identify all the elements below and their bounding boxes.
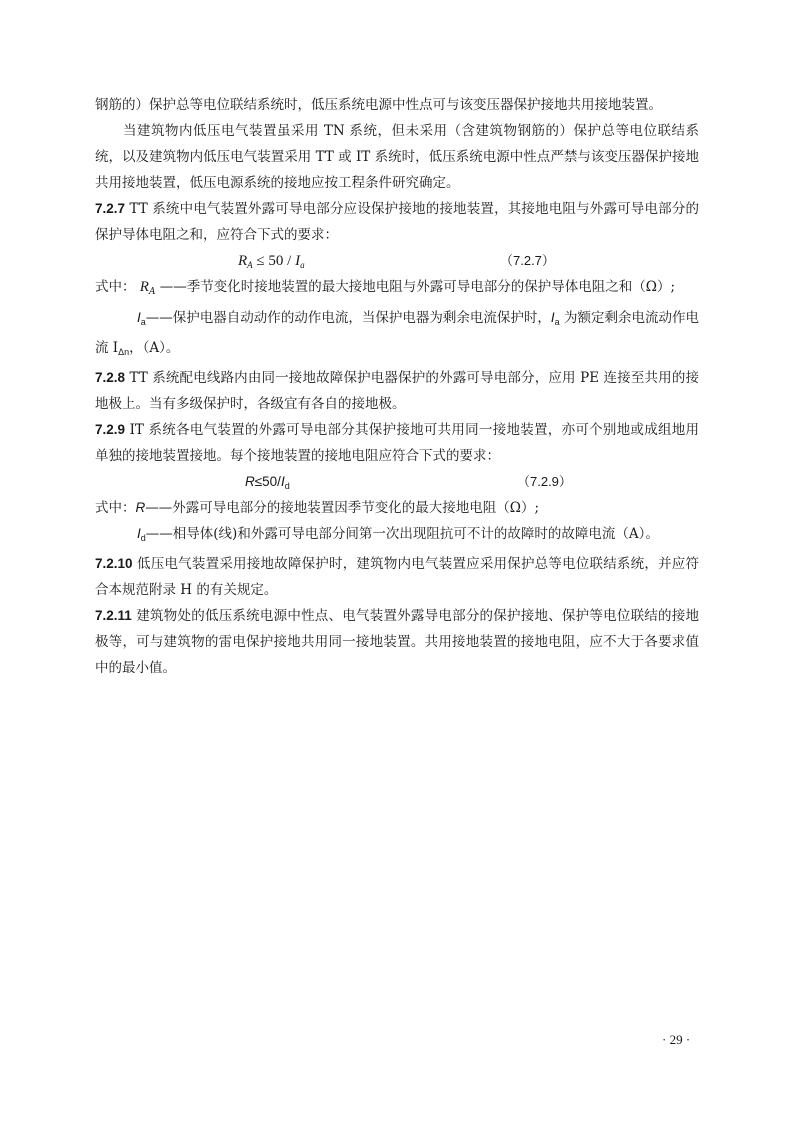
- clause-text: 建筑物处的低压系统电源中性点、电气装置外露导电部分的保护接地、保护等电位联结的接地极等，可与建筑物的雷电保护接地共用同一接地装置。共用接地装置的接地电阻，应不大于各要求值中的最小值。: [95, 608, 699, 676]
- equation-7-2-7: [95, 248, 699, 274]
- page-content: [95, 92, 699, 681]
- equation-number: （7.2.7）: [500, 253, 555, 268]
- equation-7-2-9: [95, 469, 699, 495]
- paragraph-continuation: 钢筋的）保护总等电位联结系统时，低压系统电源中性点可与该变压器保护接地共用接地装置。: [95, 97, 662, 113]
- definition-ra: 式中： $R_A$ ——季节变化时接地装置的最大接地电阻与外露可导电部分的保护导体电阻之和（Ω）;: [95, 279, 676, 297]
- clause-text: IT 系统各电气装置的外露可导电部分其保护接地可共用同一接地装置，亦可个别地或成组地用单独的接地装置接地。每个接地装置的接地电阻应符合下式的要求：: [95, 422, 699, 464]
- clause-number: 7.2.11: [95, 608, 132, 623]
- clause-7-2-9: [95, 417, 699, 469]
- clause-text: TT 系统配电线路内由同一接地故障保护电器保护的外露可导电部分，应用 PE 连接至共用的接地极上。当有多级保护时，各级宜有各自的接地极。: [95, 370, 699, 412]
- equation-number: （7.2.9）: [517, 474, 572, 489]
- definition-r: 式中：R——外露可导电部分的接地装置因季节变化的最大接地电阻（Ω）;: [95, 500, 539, 516]
- page-number: · 29 ·: [662, 1032, 691, 1047]
- equation-expression: $R_A \le 50 / I_a$: [238, 253, 305, 270]
- paragraph-tn-system: 当建筑物内低压电气装置虽采用 TN 系统，但未采用（含建筑物钢筋的）保护总等电位联结系统，以及建筑物内低压电气装置采用 TT 或 IT 系统时，低压系统电源中性点严禁与该变压器保护接地共用接地装置，低压电源系统的接地应按工程条件研究确定。: [95, 123, 699, 191]
- clause-7-2-10: [95, 551, 699, 603]
- clause-number: 7.2.8: [95, 370, 126, 385]
- clause-number: 7.2.7: [95, 201, 126, 216]
- clause-text: 低压电气装置采用接地故障保护时，建筑物内电气装置应采用保护总等电位联结系统，并应符合本规范附录 H 的有关规定。: [95, 556, 699, 598]
- clause-7-2-11: [95, 603, 699, 681]
- clause-number: 7.2.10: [95, 556, 133, 571]
- definition-ia: $I_a——$保护电器自动动作的动作电流，当保护电器为剩余电流保护时，$I_a$ 为额定剩余电流动作电流 $I_{\Delta n}$，（A）。: [95, 310, 699, 357]
- clause-7-2-7: [95, 196, 699, 248]
- equation-expression: $R\le 50/I_d$: [245, 474, 290, 491]
- clause-text: TT 系统中电气装置外露可导电部分应设保护接地的接地装置，其接地电阻与外露可导电部分的保护导体电阻之和，应符合下式的要求：: [95, 201, 699, 243]
- clause-7-2-8: [95, 365, 699, 417]
- definition-id: $I_d——$相导体(线)和外露可导电部分间第一次出现阻抗可不计的故障时的故障电流（A）。: [137, 526, 659, 543]
- clause-number: 7.2.9: [95, 422, 126, 437]
